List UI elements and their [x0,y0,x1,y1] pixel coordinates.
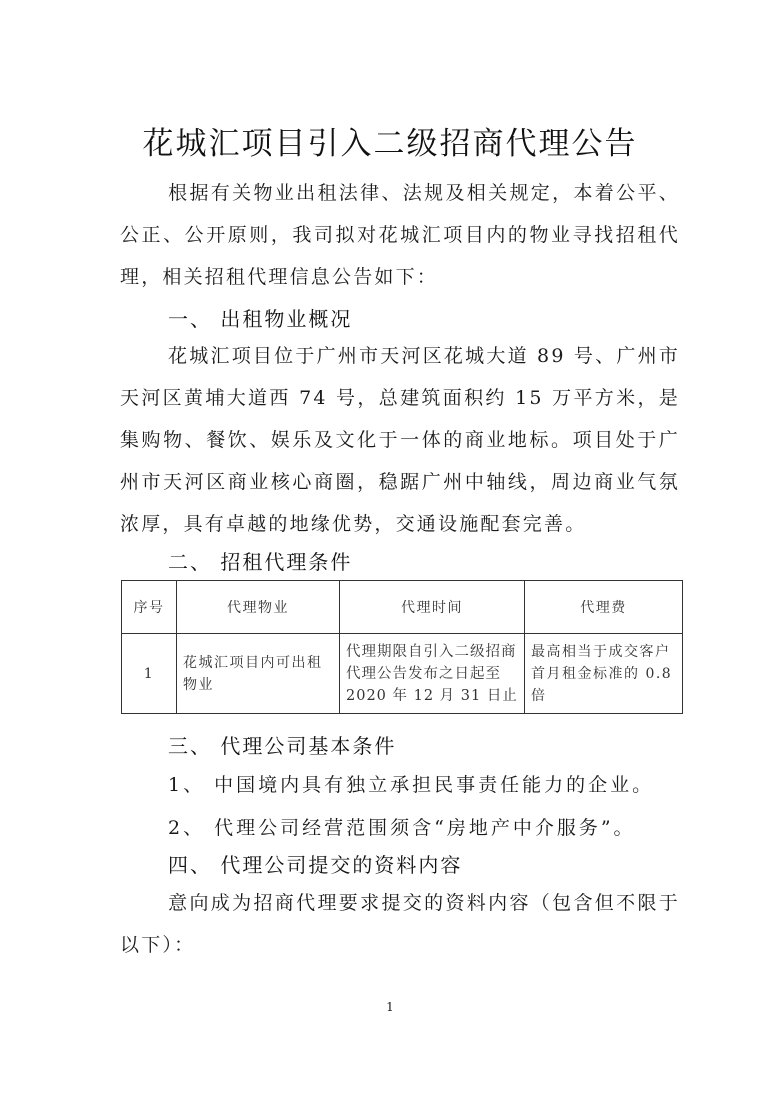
section1-paragraph [120,335,680,545]
section1-heading: 一、 出租物业概况 [168,307,353,331]
table-cell-period: 代理期限自引入二级招商代理公告发布之日起至 2020 年 12 月 31 日止 [340,634,525,714]
intro-text: 根据有关物业出租法律、法规及相关规定，本着公平、公正、公开原则，我司拟对花城汇项目内的物业寻找招租代理，相关招租代理信息公告如下： [120,182,680,288]
section1-text: 花城汇项目位于广州市天河区花城大道 89 号、广州市天河区黄埔大道西 74 号，总建筑面积约 15 万平方米，是集购物、餐饮、娱乐及文化于一体的商业地标。项目处于广州市天河区商业核心商圈，稳踞广州中轴线，周边商业气氛浓厚，具有卓越的地缘优势，交通设施配套完善。 [120,345,680,535]
table-header-cell: 序号 [122,581,177,634]
table-cell-property: 花城汇项目内可出租物业 [177,634,340,714]
table-header-row [122,581,683,634]
section4-paragraph [120,882,680,966]
table-header-cell: 代理时间 [340,581,525,634]
table-header-cell: 代理费 [525,581,683,634]
section3-heading: 三、 代理公司基本条件 [168,734,397,758]
agency-conditions-table [121,580,683,714]
section4-heading: 四、 代理公司提交的资料内容 [168,853,463,877]
intro-paragraph [120,172,680,298]
table-cell-index: 1 [122,634,177,714]
table-cell-fee: 最高相当于成交客户首月租金标准的 0.8 倍 [525,634,683,714]
table-header-cell: 代理物业 [177,581,340,634]
condition-item: 1、 中国境内具有独立承担民事责任能力的企业。 [168,774,655,796]
page-title: 花城汇项目引入二级招商代理公告 [142,126,638,162]
table-row [122,634,683,714]
section2-heading: 二、 招租代理条件 [168,550,353,574]
page-number: 1 [386,1000,394,1014]
condition-item: 2、 代理公司经营范围须含“房地产中介服务”。 [168,817,636,839]
section4-text: 意向成为招商代理要求提交的资料内容（包含但不限于以下）： [120,892,680,956]
